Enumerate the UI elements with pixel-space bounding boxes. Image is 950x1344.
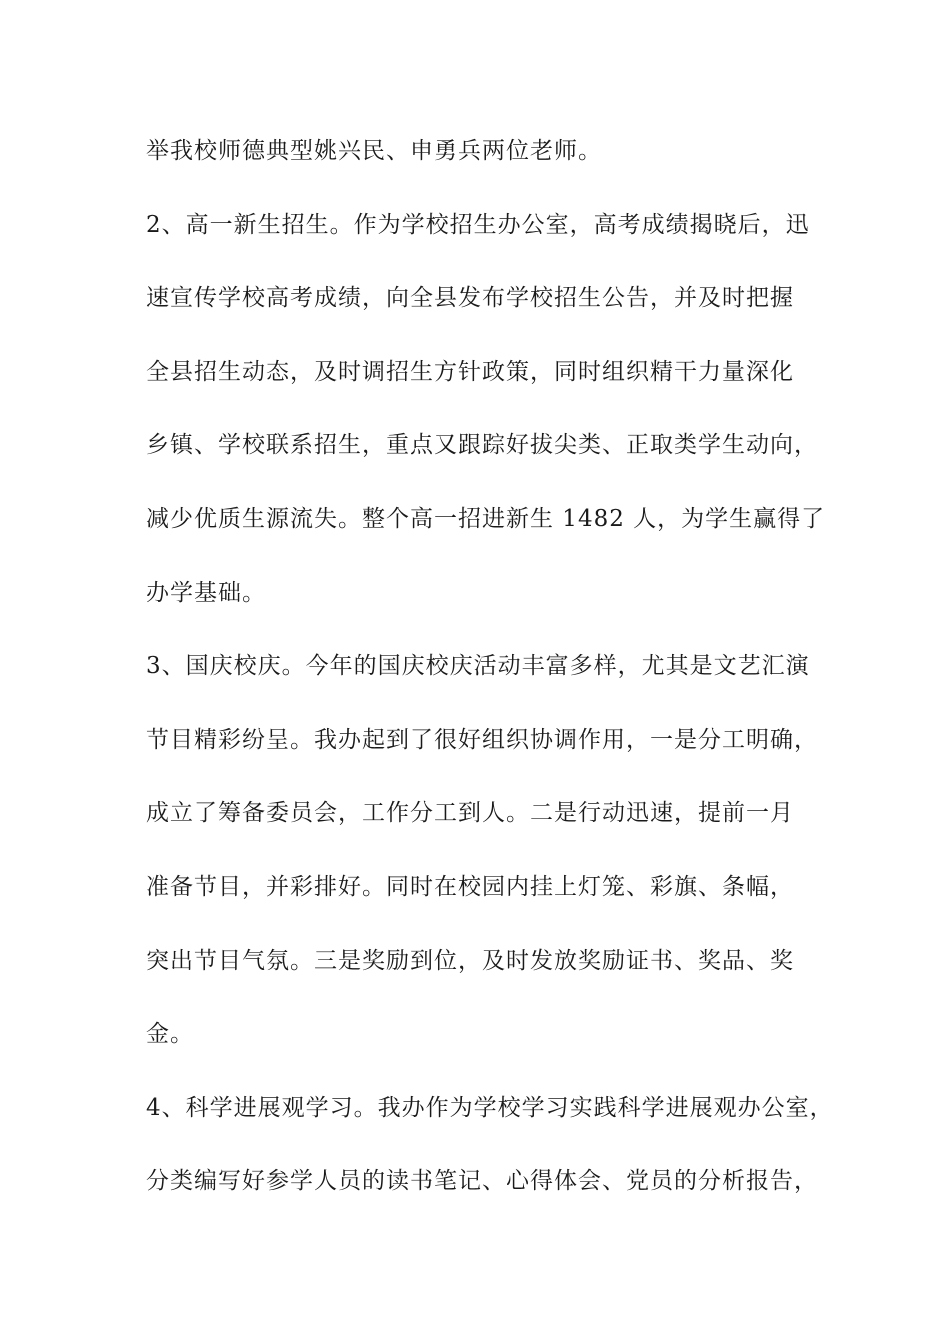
text-line-9: 节目精彩纷呈。我办起到了很好组织协调作用，一是分工明确，	[146, 726, 818, 753]
text-line-5: 乡镇、学校联系招生，重点又跟踪好拔尖类、正取类学生动向，	[146, 432, 818, 459]
text-line-2: 2、高一新生招生。作为学校招生办公室，高考成绩揭晓后，迅	[146, 211, 810, 238]
text-line-1: 举我校师德典型姚兴民、申勇兵两位老师。	[146, 138, 602, 164]
text-line-4: 全县招生动态，及时调招生方针政策，同时组织精干力量深化	[146, 358, 794, 385]
document-body	[146, 125, 836, 1229]
text-line-14: 4、科学进展观学习。我办作为学校学习实践科学进展观办公室，	[146, 1094, 834, 1121]
text-line-7: 办学基础。	[146, 579, 266, 606]
text-line-12: 突出节目气氛。三是奖励到位，及时发放奖励证书、奖品、奖	[146, 947, 794, 974]
text-line-8: 3、国庆校庆。今年的国庆校庆活动丰富多样，尤其是文艺汇演	[146, 653, 810, 680]
text-line-11: 准备节目，并彩排好。同时在校园内挂上灯笼、彩旗、条幅，	[146, 873, 794, 900]
text-line-10: 成立了筹备委员会，工作分工到人。二是行动迅速，提前一月	[146, 800, 794, 827]
text-line-15: 分类编写好参学人员的读书笔记、心得体会、党员的分析报告，	[146, 1168, 818, 1195]
text-line-13: 金。	[146, 1021, 194, 1048]
text-line-3: 速宣传学校高考成绩，向全县发布学校招生公告，并及时把握	[146, 285, 794, 312]
text-line-6: 减少优质生源流失。整个高一招进新生 1482 人，为学生赢得了	[146, 505, 826, 532]
